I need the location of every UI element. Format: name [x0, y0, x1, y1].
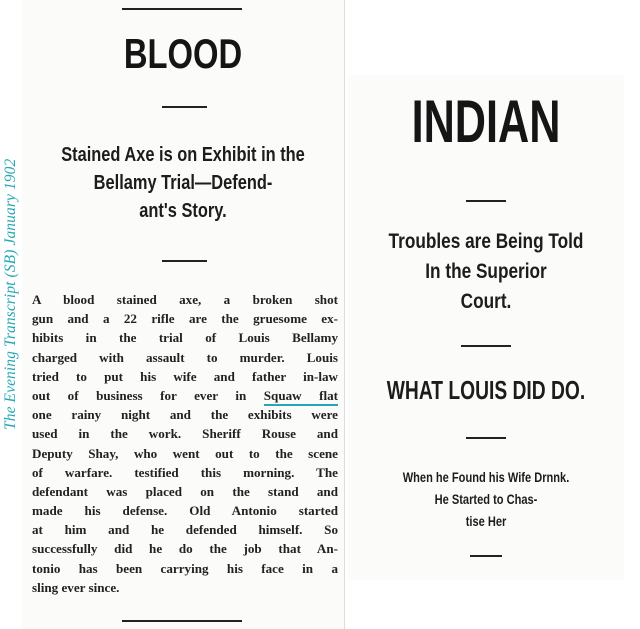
- divider: [461, 345, 511, 347]
- bottom-rule: [122, 620, 242, 622]
- subhead-line-2: In the Superior: [425, 260, 547, 283]
- article-blood: [22, 0, 345, 629]
- body-line: charged with assault to murder. Louis: [32, 349, 338, 365]
- deck-line-1: When he Found his Wife Drnnk.: [402, 470, 570, 485]
- deck-line-3: tise Her: [465, 514, 507, 529]
- divider: [466, 437, 506, 439]
- body-line: gun and a 22 rifle are the gruesome ex-: [32, 311, 338, 327]
- sidebar-caption-strip: [0, 0, 22, 629]
- subhead-line-3: Court.: [460, 290, 512, 313]
- divider: [162, 260, 207, 262]
- divider: [162, 106, 207, 108]
- body-line: A blood stained axe, a broken shot: [32, 292, 338, 307]
- body-line-prefix: out of business for ever in: [32, 387, 247, 403]
- subhead-line-1: Stained Axe is on Exhibit in the: [61, 144, 305, 166]
- body-line: hibits in the trial of Louis Bellamy: [32, 330, 338, 346]
- subhead-line-1: Troubles are Being Told: [388, 230, 584, 253]
- body-line: at him and he defended himself. So: [32, 522, 338, 538]
- deck-line-2: He Started to Chas-: [434, 492, 538, 507]
- divider: [466, 200, 506, 202]
- subhead-line-2: Bellamy Trial—Defend-: [93, 172, 273, 194]
- article-body: [32, 290, 338, 597]
- body-line: tried to put his wife and father in-law: [32, 368, 338, 384]
- article-indian: [348, 75, 624, 580]
- body-line: made his defense. Old Antonio started: [32, 503, 338, 519]
- body-line: of warfare. testified this morning. The: [32, 464, 338, 480]
- headline-blood: BLOOD: [123, 30, 243, 77]
- highlighted-place: Squaw flat: [264, 388, 338, 406]
- headline-indian: INDIAN: [411, 88, 561, 155]
- divider: [470, 555, 502, 557]
- second-headline: WHAT LOUIS DID DO.: [386, 375, 586, 405]
- body-line: defendant was placed on the stand and: [32, 483, 338, 499]
- body-line: sling ever since.: [32, 579, 120, 595]
- body-line: one rainy night and the exhibits were: [32, 407, 338, 423]
- body-line: successfully did he do the job that An-: [32, 541, 338, 557]
- subhead-line-3: ant's Story.: [139, 200, 227, 222]
- top-rule: [122, 8, 242, 10]
- body-line: Deputy Shay, who went out to the scene: [32, 445, 338, 461]
- source-caption: The Evening Transcript (SB) January 1902: [2, 158, 19, 430]
- body-line-highlight: [32, 386, 338, 405]
- body-line: used in the work. Sheriff Rouse and: [32, 426, 338, 442]
- body-line: tonio has been carrying his face in a: [32, 560, 338, 576]
